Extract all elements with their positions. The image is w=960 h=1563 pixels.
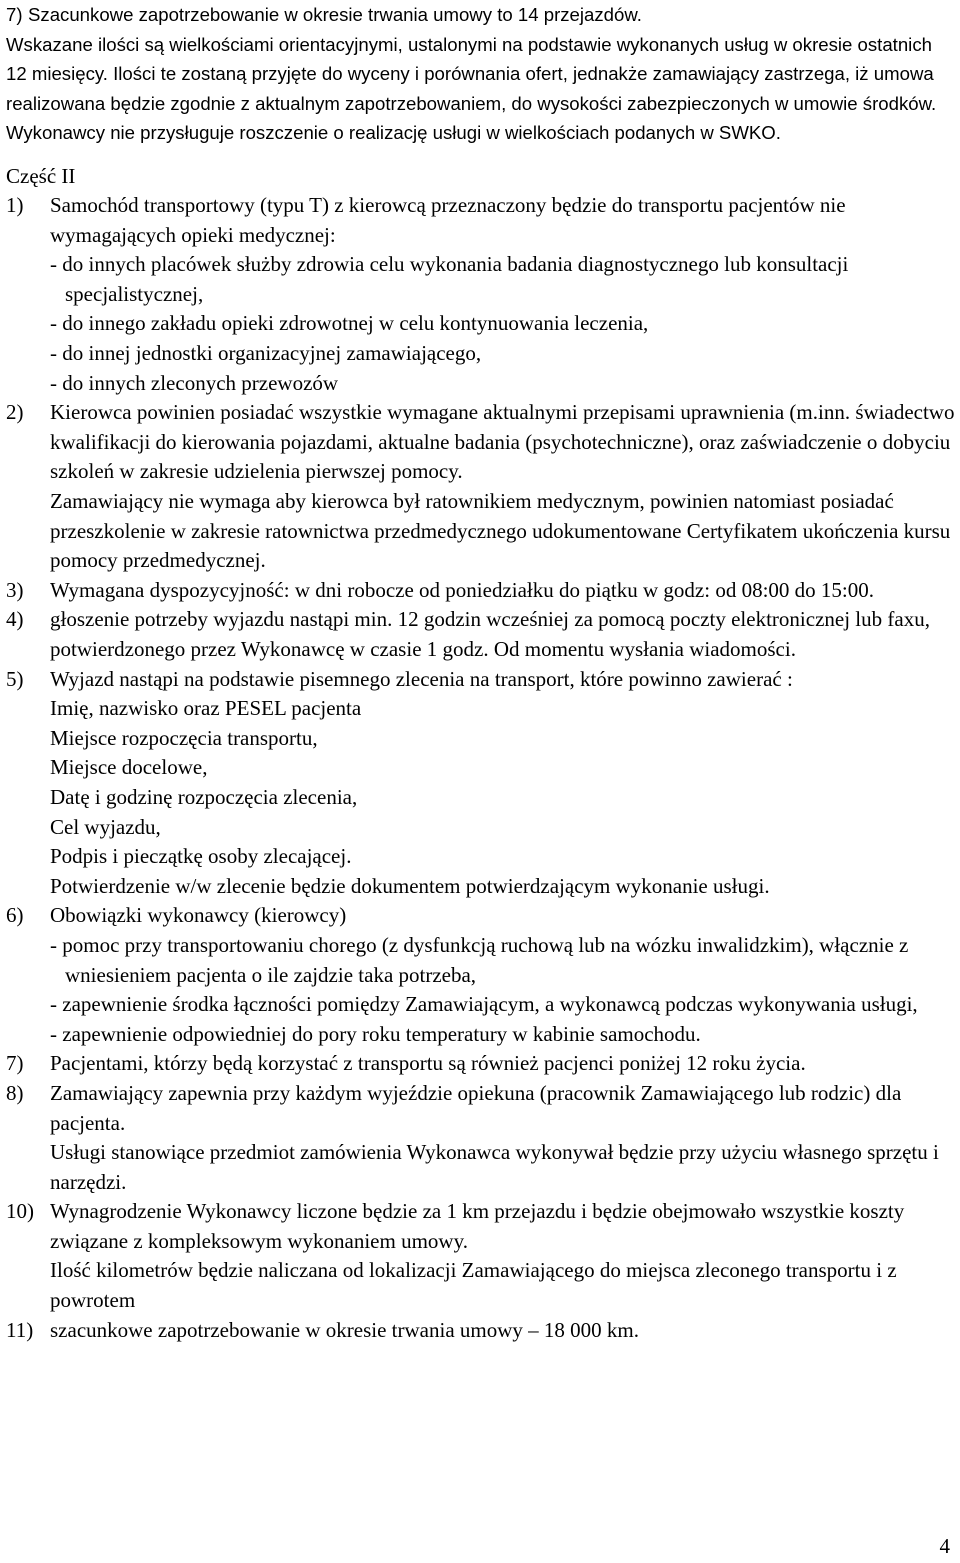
intro-item bbox=[6, 0, 956, 30]
list-item-number: 4) bbox=[6, 607, 24, 632]
list-item bbox=[6, 1197, 956, 1315]
list-item-line: - zapewnienie odpowiedniej do pory roku temperatury w kabinie samochodu. bbox=[50, 1021, 701, 1046]
intro-paragraph: Wskazane ilości są wielkościami orientacyjnymi, ustalonymi na podstawie wykonanych usług w okresie ostatnich 12 miesięcy. Ilości te zostaną przyjęte do wyceny i porównania ofert, jednakże zamawiający zastrzega, iż umowa realizowana będzie zgodnie z aktualnym zapotrzebowaniem, do wysokości zabezpieczonych w umowie środków. Wykonawcy nie przysługuje roszczenie o realizację usługi w wielkościach podanych w SWKO. bbox=[6, 33, 937, 143]
list-item-line: Miejsce rozpoczęcia transportu, bbox=[50, 725, 318, 750]
list-item-line: Obowiązki wykonawcy (kierowcy) bbox=[50, 903, 347, 928]
list-item-number: 7) bbox=[6, 1051, 24, 1076]
list-item-line: - do innych placówek służby zdrowia celu wykonania badania diagnostycznego lub konsultacji specjalistycznej, bbox=[50, 252, 849, 306]
list-item-line: - pomoc przy transportowaniu chorego (z dysfunkcją ruchową lub na wózku inwalidzkim), włącznie z wniesieniem pacjenta o ile zajdzie taka potrzeba, bbox=[50, 932, 909, 987]
list-item-line: Ilość kilometrów będzie naliczana od lokalizacji Zamawiającego do miejsca zleconego transportu i z powrotem bbox=[50, 1258, 897, 1313]
list-item-line: Wymagana dyspozycyjność: w dni robocze od poniedziałku do piątku w godz: od 08:00 do 15:00. bbox=[50, 577, 874, 602]
list-item-line: Samochód transportowy (typu T) z kierowcą przeznaczony będzie do transportu pacjentów nie wymagających opieki medycznej: bbox=[50, 193, 846, 247]
list-item-body bbox=[50, 1079, 956, 1197]
list-item bbox=[6, 1049, 956, 1079]
list-item-number: 2) bbox=[6, 400, 24, 425]
requirements-list bbox=[6, 191, 956, 1345]
list-item-line: Cel wyjazdu, bbox=[50, 814, 161, 839]
list-item-line: Wyjazd nastąpi na podstawie pisemnego zlecenia na transport, które powinno zawierać : bbox=[50, 666, 793, 691]
list-item-line: Podpis i pieczątkę osoby zlecającej. bbox=[50, 844, 352, 869]
list-item-body bbox=[50, 398, 956, 576]
list-item-line: - do innych zleconych przewozów bbox=[50, 370, 339, 395]
list-item bbox=[6, 1316, 956, 1346]
list-item-number: 3) bbox=[6, 577, 24, 602]
list-item-line: szacunkowe zapotrzebowanie w okresie trwania umowy – 18 000 km. bbox=[50, 1317, 639, 1342]
list-item-line: Zamawiający nie wymaga aby kierowca był ratownikiem medycznym, powinien natomiast posiadać przeszkolenie w zakresie ratownictwa przedmedycznego udokumentowane Certyfikatem ukończenia kursu pomocy przedmedycznej. bbox=[50, 489, 951, 573]
list-item bbox=[6, 576, 956, 606]
list-item bbox=[6, 191, 956, 398]
list-item-line: - do innego zakładu opieki zdrowotnej w celu kontynuowania leczenia, bbox=[50, 311, 649, 336]
list-item-number: 8) bbox=[6, 1080, 24, 1105]
list-item-line: Miejsce docelowe, bbox=[50, 755, 208, 780]
list-item-line: Imię, nazwisko oraz PESEL pacjenta bbox=[50, 696, 362, 721]
list-item-number: 5) bbox=[6, 666, 24, 691]
list-item-line: Pacjentami, którzy będą korzystać z transportu są również pacjenci poniżej 12 roku życia. bbox=[50, 1051, 806, 1076]
list-item bbox=[6, 901, 956, 1049]
list-item-number: 6) bbox=[6, 903, 24, 928]
list-item-line: Zamawiający zapewnia przy każdym wyjeździe opiekuna (pracownik Zamawiającego lub rodzic) dla pacjenta. bbox=[50, 1080, 902, 1135]
list-item-body bbox=[50, 605, 956, 664]
list-item-number: 10) bbox=[6, 1199, 34, 1224]
list-item-line: głoszenie potrzeby wyjazdu nastąpi min. 12 godzin wcześniej za pomocą poczty elektronicznej lub faxu, potwierdzonego przez Wykonawcę w czasie 1 godz. Od momentu wysłania wiadomości. bbox=[50, 607, 930, 661]
list-item-line: - zapewnienie środka łączności pomiędzy Zamawiającym, a wykonawcą podczas wykonywania usługi, bbox=[50, 992, 918, 1017]
list-item bbox=[6, 605, 956, 664]
section-title: Część II bbox=[6, 163, 76, 188]
page-number: 4 bbox=[939, 1534, 950, 1558]
list-item-line: Wynagrodzenie Wykonawcy liczone będzie za 1 km przejazdu i będzie obejmowało wszystkie koszty związane z kompleksowym wykonaniem umowy. bbox=[50, 1199, 905, 1253]
list-item-number: 1) bbox=[6, 193, 24, 218]
list-item-line: Datę i godzinę rozpoczęcia zlecenia, bbox=[50, 784, 358, 809]
list-item-body bbox=[50, 665, 956, 902]
list-item bbox=[6, 665, 956, 902]
intro-item-number: 7) bbox=[6, 4, 23, 25]
list-item-line: Usługi stanowiące przedmiot zamówienia Wykonawca wykonywał będzie przy użyciu własnego sprzętu i narzędzi. bbox=[50, 1140, 939, 1194]
list-item-line: Potwierdzenie w/w zlecenie będzie dokumentem potwierdzającym wykonanie usługi. bbox=[50, 873, 770, 898]
list-item-body bbox=[50, 1049, 956, 1079]
document-page bbox=[6, 0, 956, 1563]
list-item bbox=[6, 398, 956, 576]
intro-block bbox=[6, 0, 956, 148]
intro-first-line: Szacunkowe zapotrzebowanie w okresie trwania umowy to 14 przejazdów. bbox=[28, 4, 642, 25]
list-item-body bbox=[50, 901, 956, 1049]
list-item-body bbox=[50, 576, 956, 606]
list-item-body bbox=[50, 1316, 956, 1346]
list-item-number: 11) bbox=[6, 1317, 34, 1342]
list-item-line: - do innej jednostki organizacyjnej zamawiającego, bbox=[50, 341, 482, 366]
list-item-body bbox=[50, 1197, 956, 1315]
list-item bbox=[6, 1079, 956, 1197]
list-item-line: Kierowca powinien posiadać wszystkie wymagane aktualnymi przepisami uprawnienia (m.inn. świadectwo kwalifikacji do kierowania pojazdami, aktualne badania (psychotechniczne), oraz zaświadczenie o dobyciu szkoleń w zakresie udzielenia pierwszej pomocy. bbox=[50, 400, 955, 484]
list-item-body bbox=[50, 191, 956, 398]
